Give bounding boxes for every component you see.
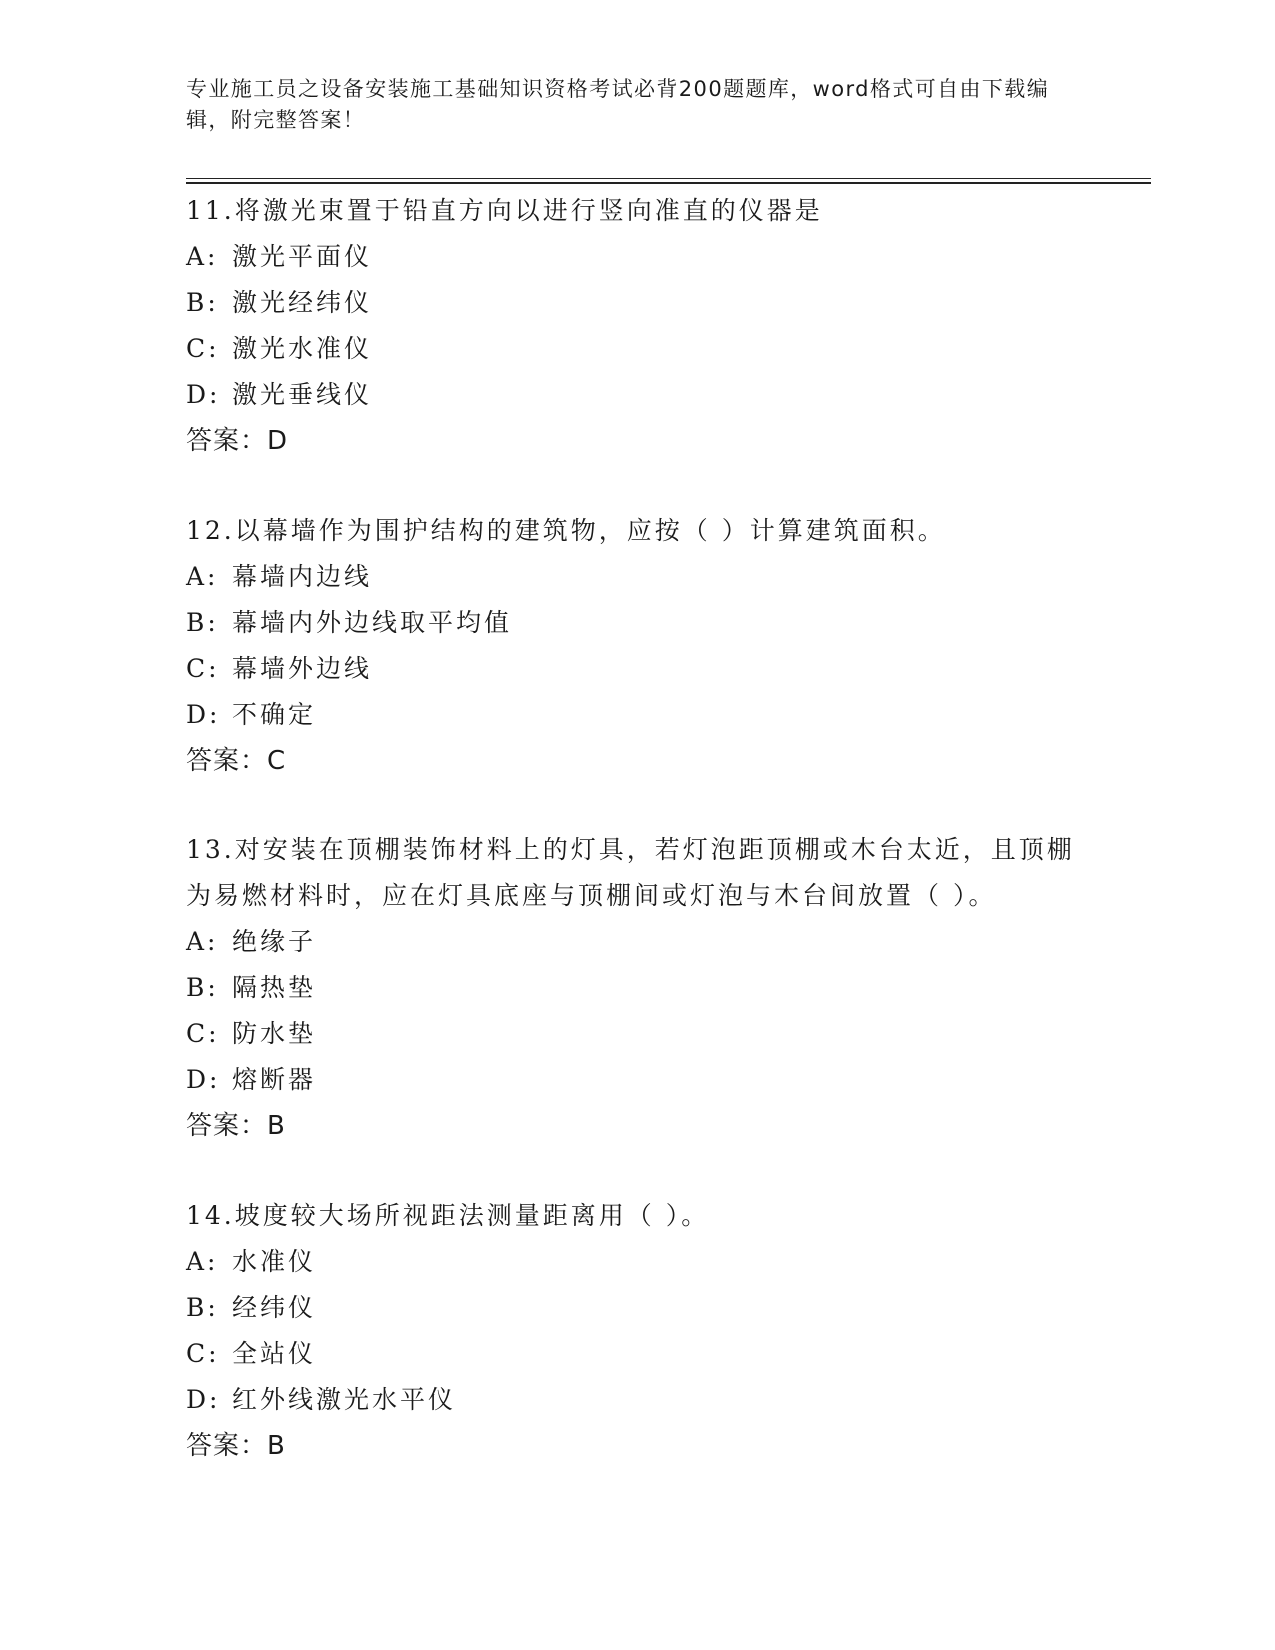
option-key: B: <box>186 608 219 637</box>
option-key: D: <box>186 700 221 729</box>
option-d <box>186 1057 1086 1103</box>
option-key: A: <box>186 1247 219 1276</box>
option-text: 水准仪 <box>232 1247 317 1276</box>
option-text: 激光经纬仪 <box>232 288 373 317</box>
option-c <box>186 646 1086 692</box>
option-text: 幕墙外边线 <box>232 654 373 683</box>
option-text: 经纬仪 <box>232 1293 317 1322</box>
option-text: 幕墙内边线 <box>232 562 373 591</box>
question-13 <box>186 827 1086 1149</box>
question-stem: 13.对安装在顶棚装饰材料上的灯具，若灯泡距顶棚或木台太近，且顶棚为易燃材料时，应在灯具底座与顶棚间或灯泡与木台间放置（ ）。 <box>186 835 1075 910</box>
document-header: 专业施工员之设备安装施工基础知识资格考试必背200题题库，word格式可自由下载编辑，附完整答案！ <box>186 77 1050 132</box>
option-text: 幕墙内外边线取平均值 <box>232 608 513 637</box>
option-d <box>186 372 1086 418</box>
option-text: 防水垫 <box>232 1019 317 1048</box>
answer-line: 答案：B <box>186 1111 286 1141</box>
option-text: 激光垂线仪 <box>232 380 373 409</box>
header-divider-thick <box>186 182 1151 184</box>
option-b <box>186 965 1086 1011</box>
option-key: D: <box>186 380 221 409</box>
option-text: 红外线激光水平仪 <box>232 1385 457 1414</box>
option-key: C: <box>186 1339 220 1368</box>
question-12 <box>186 508 1086 784</box>
option-key: C: <box>186 1019 220 1048</box>
option-c <box>186 1011 1086 1057</box>
option-b <box>186 600 1086 646</box>
option-b <box>186 280 1086 326</box>
option-a <box>186 1239 1086 1285</box>
option-key: D: <box>186 1065 221 1094</box>
option-text: 激光平面仪 <box>232 242 373 271</box>
option-text: 全站仪 <box>232 1339 317 1368</box>
option-key: B: <box>186 288 219 317</box>
option-c <box>186 1331 1086 1377</box>
answer-line: 答案：C <box>186 746 287 776</box>
option-key: B: <box>186 973 219 1002</box>
option-text: 熔断器 <box>232 1065 317 1094</box>
option-text: 不确定 <box>232 700 317 729</box>
option-key: B: <box>186 1293 219 1322</box>
answer-line: 答案：D <box>186 426 289 456</box>
question-14 <box>186 1193 1086 1469</box>
option-d <box>186 692 1086 738</box>
option-key: C: <box>186 334 220 363</box>
header-divider-thin <box>186 178 1151 179</box>
option-a <box>186 919 1086 965</box>
option-a <box>186 234 1086 280</box>
option-key: D: <box>186 1385 221 1414</box>
option-d <box>186 1377 1086 1423</box>
answer-line: 答案：B <box>186 1431 286 1461</box>
option-text: 绝缘子 <box>232 927 317 956</box>
option-key: A: <box>186 242 219 271</box>
option-text: 隔热垫 <box>232 973 317 1002</box>
option-b <box>186 1285 1086 1331</box>
option-a <box>186 554 1086 600</box>
option-text: 激光水准仪 <box>232 334 373 363</box>
option-key: C: <box>186 654 220 683</box>
option-key: A: <box>186 927 219 956</box>
question-stem: 12.以幕墙作为围护结构的建筑物，应按（ ）计算建筑面积。 <box>186 516 946 545</box>
question-stem: 11.将激光束置于铅直方向以进行竖向准直的仪器是 <box>186 196 823 225</box>
option-key: A: <box>186 562 219 591</box>
option-c <box>186 326 1086 372</box>
question-11 <box>186 188 1086 464</box>
question-stem: 14.坡度较大场所视距法测量距离用（ ）。 <box>186 1201 710 1230</box>
